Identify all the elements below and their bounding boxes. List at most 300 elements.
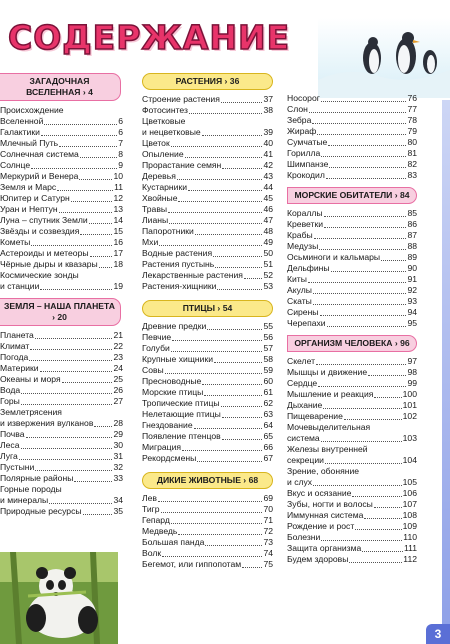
toc-entry-page: 44 [263, 182, 273, 192]
toc-entry[interactable] [0, 248, 123, 259]
toc-entry-label: Солнечная система [0, 149, 79, 159]
toc-entry-page: 38 [263, 105, 273, 115]
toc-entry-label: Появление птенцов [142, 431, 221, 441]
toc-entry[interactable] [287, 126, 417, 137]
toc-entry-label: Голуби [142, 343, 170, 353]
toc-entry[interactable] [0, 473, 123, 484]
toc-entry-label: Большая панда [142, 537, 205, 547]
toc-entry[interactable] [142, 105, 273, 116]
toc-entry-page: 17 [113, 248, 123, 258]
page-edge-band [442, 100, 450, 624]
toc-entry-label: Горные породы [0, 484, 62, 494]
toc-entry-label: Папоротники [142, 226, 194, 236]
dot-leader [35, 470, 112, 471]
toc-entry-page: 9 [118, 160, 123, 170]
toc-entry-label: Шимпанзе [287, 159, 329, 169]
toc-entry[interactable] [287, 411, 417, 422]
toc-entry[interactable] [142, 493, 273, 504]
toc-entry[interactable] [0, 204, 123, 215]
toc-entry-page: 89 [407, 252, 417, 262]
toc-entry-label: Уран и Нептун [0, 204, 58, 214]
toc-entry-page: 40 [263, 138, 273, 148]
section-header-human[interactable]: ОРГАНИЗМ ЧЕЛОВЕКА › 96 [287, 335, 417, 352]
toc-entry-label: Космические зонды [0, 270, 79, 280]
toc-entry[interactable] [0, 451, 123, 462]
toc-entry-label: Дыхание [287, 400, 323, 410]
toc-entry[interactable] [287, 241, 417, 252]
toc-entry-page: 31 [113, 451, 123, 461]
toc-entry-label: Пустыни [0, 462, 35, 472]
toc-entry[interactable] [142, 171, 273, 182]
toc-entry-page: 49 [263, 237, 273, 247]
dot-leader [318, 386, 406, 387]
dot-leader [222, 168, 262, 169]
toc-entry[interactable] [142, 259, 273, 270]
dot-leader [362, 551, 403, 552]
toc-entry-label: Носорог [287, 93, 320, 103]
toc-entry[interactable] [0, 182, 123, 193]
toc-entry[interactable] [142, 160, 273, 171]
dot-leader [172, 340, 262, 341]
toc-entry-page: 27 [113, 396, 123, 406]
dot-leader [189, 113, 262, 114]
dot-leader [90, 256, 113, 257]
dot-leader [323, 408, 401, 409]
toc-entry[interactable] [142, 281, 273, 292]
toc-entry-page: 37 [263, 94, 273, 104]
toc-entry[interactable] [287, 307, 417, 318]
toc-entry[interactable] [142, 138, 273, 149]
section-title: РАСТЕНИЯ [175, 76, 223, 86]
toc-entry[interactable] [0, 440, 123, 451]
toc-entry-page: 106 [402, 488, 417, 498]
toc-entry-label: Морские птицы [142, 387, 204, 397]
toc-entry-page: 34 [113, 495, 123, 505]
toc-entry[interactable] [287, 521, 417, 532]
toc-entry-label: Будем здоровы [287, 554, 349, 564]
dot-leader [308, 282, 407, 283]
toc-entry[interactable] [0, 171, 123, 182]
toc-entry-label: Кометы [0, 237, 31, 247]
toc-entry-page: 103 [402, 433, 417, 443]
toc-entry-label: Растения-хищники [142, 281, 217, 291]
toc-entry[interactable] [142, 193, 273, 204]
dot-leader [221, 406, 263, 407]
toc-entry[interactable] [142, 420, 273, 431]
section-page: 36 [229, 76, 240, 86]
toc-entry[interactable] [142, 387, 273, 398]
toc-entry-label: Зрение, обоняние [287, 466, 360, 476]
toc-entry-label-cont: и слух [287, 477, 313, 487]
toc-entry[interactable] [0, 215, 123, 226]
toc-column-2 [142, 70, 273, 570]
dot-leader [352, 496, 401, 497]
toc-entry-label: Сумчатые [287, 137, 328, 147]
toc-entry-label: Сирены [287, 307, 319, 317]
dot-leader [99, 267, 113, 268]
toc-entry[interactable] [0, 341, 123, 352]
toc-entry[interactable] [287, 510, 417, 521]
toc-entry-page: 75 [263, 559, 273, 569]
toc-entry[interactable] [0, 330, 123, 341]
toc-entry[interactable] [0, 462, 123, 473]
toc-entry-page: 28 [113, 418, 123, 428]
dot-leader [57, 190, 113, 191]
toc-entry[interactable] [142, 204, 273, 215]
toc-entry-label: Болезни [287, 532, 321, 542]
toc-entry-label: Дельфины [287, 263, 330, 273]
dot-leader [177, 179, 263, 180]
dot-leader [159, 245, 262, 246]
section-title: ЗАГАДОЧНАЯ ВСЕЛЕННАЯ [26, 76, 90, 97]
dot-leader [40, 371, 113, 372]
toc-entry[interactable] [142, 398, 273, 409]
toc-entry-label-cont: и нецветковые [142, 127, 201, 137]
toc-entry[interactable] [287, 285, 417, 296]
toc-entry-label: Земля и Марс [0, 182, 57, 192]
dot-leader [162, 556, 262, 557]
toc-entry-label: Растения пустынь [142, 259, 215, 269]
toc-entry[interactable] [142, 431, 273, 442]
toc-entry-label: Водные растения [142, 248, 213, 258]
dot-leader [158, 501, 262, 502]
dot-leader [41, 135, 117, 136]
toc-entry[interactable] [287, 274, 417, 285]
toc-entry[interactable] [142, 343, 273, 354]
dot-leader [185, 157, 263, 158]
toc-column-3 [287, 93, 417, 565]
dot-leader [321, 441, 402, 442]
toc-entry-page: 97 [407, 356, 417, 366]
page-title: СОДЕРЖАНИЕ [8, 18, 291, 57]
toc-entry-label: Лекарственные растения [142, 270, 243, 280]
toc-entry[interactable] [0, 363, 123, 374]
toc-entry-label: Лев [142, 493, 157, 503]
toc-entry-label: Киты [287, 274, 307, 284]
toc-entry[interactable] [0, 160, 123, 171]
toc-entry[interactable] [142, 453, 273, 464]
dot-leader [321, 540, 402, 541]
toc-entry-label: Почва [0, 429, 25, 439]
toc-entry[interactable] [142, 376, 273, 387]
toc-entry[interactable] [287, 148, 417, 159]
dot-leader [221, 102, 263, 103]
toc-entry-label-cont: Вселенной [0, 116, 44, 126]
toc-entry[interactable] [287, 296, 417, 307]
toc-entry-page: 33 [113, 473, 123, 483]
toc-entry[interactable] [0, 105, 123, 127]
dot-leader [331, 271, 407, 272]
toc-entry-label: Железы внутренней [287, 444, 368, 454]
toc-entry-label-cont: и станции [0, 281, 40, 291]
toc-entry[interactable] [287, 263, 417, 274]
toc-entry[interactable] [287, 400, 417, 411]
toc-entry[interactable] [142, 226, 273, 237]
toc-entry-page: 43 [263, 171, 273, 181]
toc-entry-page: 86 [407, 219, 417, 229]
toc-entry-label-cont: секреции [287, 455, 324, 465]
toc-entry-page: 83 [407, 170, 417, 180]
toc-entry-page: 70 [263, 504, 273, 514]
toc-entry-page: 51 [263, 259, 273, 269]
toc-entry-page: 101 [402, 400, 417, 410]
toc-entry[interactable] [142, 365, 273, 376]
dot-leader [313, 293, 407, 294]
dot-leader [313, 485, 402, 486]
toc-entry[interactable] [0, 226, 123, 237]
section-header-universe[interactable]: ЗАГАДОЧНАЯ ВСЕЛЕННАЯ › 4 [0, 73, 121, 101]
toc-entry[interactable] [0, 396, 123, 407]
toc-entry-page: 85 [407, 208, 417, 218]
toc-entry-label: Нелетающие птицы [142, 409, 221, 419]
toc-entry-label: Древние предки [142, 321, 207, 331]
toc-entry[interactable] [287, 554, 417, 565]
toc-entry[interactable] [287, 252, 417, 263]
page-number: 3 [426, 624, 450, 644]
toc-entry[interactable] [287, 543, 417, 554]
dot-leader [217, 289, 262, 290]
dot-leader [202, 384, 262, 385]
toc-entry-label: Луна – спутник Земли [0, 215, 88, 225]
dot-leader [364, 518, 401, 519]
toc-entry-label: Медведь [142, 526, 178, 536]
section-page: 68 [248, 475, 259, 485]
toc-entry[interactable] [142, 321, 273, 332]
toc-entry[interactable] [287, 356, 417, 367]
toc-entry[interactable] [142, 94, 273, 105]
toc-entry[interactable] [142, 515, 273, 526]
toc-entry-label: Горилла [287, 148, 321, 158]
toc-entry-label: Бегемот, или гиппопотам [142, 559, 242, 569]
toc-entry-page: 66 [263, 442, 273, 452]
toc-entry-page: 26 [113, 385, 123, 395]
dot-leader [59, 146, 117, 147]
toc-entry[interactable] [142, 559, 273, 570]
toc-entry[interactable] [287, 115, 417, 126]
section-title: ПТИЦЫ [182, 303, 216, 313]
toc-entry[interactable] [287, 466, 417, 488]
dot-leader [31, 168, 117, 169]
toc-entry-page: 67 [263, 453, 273, 463]
dot-leader [215, 267, 262, 268]
toc-entry-label: Вода [0, 385, 21, 395]
toc-entry[interactable] [287, 488, 417, 499]
dot-leader [321, 156, 406, 157]
toc-entry-page: 39 [263, 127, 273, 137]
toc-entry[interactable] [142, 116, 273, 138]
toc-entry[interactable] [0, 429, 123, 440]
dot-leader [202, 135, 263, 136]
toc-entry-label: Мхи [142, 237, 159, 247]
toc-list-birds [142, 321, 273, 464]
toc-entry[interactable] [142, 332, 273, 343]
dot-leader [207, 329, 262, 330]
toc-entry-page: 52 [263, 270, 273, 280]
dot-leader [40, 289, 112, 290]
dot-leader [324, 216, 407, 217]
toc-entry-label: Солнце [0, 160, 31, 170]
toc-entry-page: 10 [113, 171, 123, 181]
dot-leader [71, 201, 113, 202]
toc-entry[interactable] [287, 422, 417, 444]
toc-entry[interactable] [142, 354, 273, 365]
toc-entry[interactable] [287, 170, 417, 181]
toc-entry-page: 16 [113, 237, 123, 247]
toc-entry-page: 7 [118, 138, 123, 148]
toc-entry-page: 93 [407, 296, 417, 306]
toc-entry[interactable] [287, 532, 417, 543]
toc-entry[interactable] [142, 504, 273, 515]
dot-leader [188, 190, 262, 191]
toc-entry[interactable] [0, 484, 123, 506]
toc-entry-label: Погода [0, 352, 29, 362]
toc-entry-label: Деревья [142, 171, 176, 181]
toc-entry[interactable] [287, 159, 417, 170]
toc-list-sea [287, 208, 417, 329]
toc-entry[interactable] [287, 367, 417, 378]
toc-entry[interactable] [287, 389, 417, 400]
toc-entry-page: 107 [402, 499, 417, 509]
toc-entry[interactable] [142, 248, 273, 259]
toc-entry[interactable] [0, 149, 123, 160]
section-page: 84 [399, 190, 410, 200]
toc-entry-page: 25 [113, 374, 123, 384]
toc-entry[interactable] [287, 219, 417, 230]
toc-entry[interactable] [287, 137, 417, 148]
toc-entry[interactable] [142, 442, 273, 453]
dot-leader [59, 212, 113, 213]
toc-entry[interactable] [142, 526, 273, 537]
section-header-plants[interactable]: РАСТЕНИЯ › 36 [142, 73, 273, 90]
toc-entry[interactable] [287, 208, 417, 219]
toc-list-universe [0, 105, 123, 292]
toc-entry[interactable] [0, 407, 123, 429]
toc-entry[interactable] [0, 193, 123, 204]
dot-leader [171, 523, 263, 524]
toc-entry[interactable] [0, 127, 123, 138]
toc-entry-label: Гнездование [142, 420, 193, 430]
section-header-birds[interactable]: ПТИЦЫ › 54 [142, 300, 273, 317]
toc-entry-page: 111 [403, 543, 417, 553]
toc-entry[interactable] [0, 374, 123, 385]
dot-leader [169, 223, 262, 224]
toc-entry-page: 21 [113, 330, 123, 340]
toc-entry-page: 64 [263, 420, 273, 430]
toc-entry-page: 24 [113, 363, 123, 373]
section-header-earth[interactable]: ЗЕМЛЯ – НАША ПЛАНЕТА › 20 [0, 298, 121, 326]
toc-entry-page: 50 [263, 248, 273, 258]
toc-entry-label: Строение растения [142, 94, 220, 104]
toc-entry[interactable] [142, 215, 273, 226]
toc-entry-page: 42 [263, 160, 273, 170]
toc-entry-label: Лианы [142, 215, 169, 225]
toc-entry[interactable] [287, 230, 417, 241]
toc-entry-page: 11 [114, 182, 123, 192]
toc-entry-page: 8 [118, 149, 123, 159]
toc-entry-page: 32 [113, 462, 123, 472]
toc-entry-label: Осьминоги и кальмары [287, 252, 381, 262]
toc-list-plants [142, 94, 273, 292]
toc-entry-page: 91 [407, 274, 417, 284]
toc-entry[interactable] [287, 444, 417, 466]
toc-list-earth [0, 330, 123, 517]
toc-entry[interactable] [142, 548, 273, 559]
toc-entry-page: 87 [407, 230, 417, 240]
toc-entry[interactable] [0, 506, 123, 517]
dot-leader [182, 450, 262, 451]
toc-entry-label: Звёзды и созвездия [0, 226, 80, 236]
toc-entry-page: 62 [263, 398, 273, 408]
toc-entry-page: 109 [402, 521, 417, 531]
toc-entry[interactable] [142, 270, 273, 281]
toc-entry[interactable] [142, 537, 273, 548]
toc-entry-page: 112 [403, 554, 417, 564]
dot-leader [194, 428, 263, 429]
dot-leader [21, 404, 113, 405]
toc-entry-page: 80 [407, 137, 417, 147]
dot-leader [195, 234, 263, 235]
toc-entry[interactable] [0, 138, 123, 149]
toc-entry-page: 71 [263, 515, 273, 525]
dot-leader [324, 227, 406, 228]
toc-entry-page: 46 [263, 204, 273, 214]
toc-entry-page: 88 [407, 241, 417, 251]
panda-illustration [0, 552, 118, 644]
toc-entry[interactable] [142, 149, 273, 160]
dot-leader [171, 146, 263, 147]
dot-leader [21, 393, 112, 394]
toc-entry[interactable] [0, 385, 123, 396]
toc-entry[interactable] [142, 237, 273, 248]
toc-entry[interactable] [142, 182, 273, 193]
toc-entry-label: Прорастание семян [142, 160, 222, 170]
toc-entry-label: Травы [142, 204, 168, 214]
toc-entry-label: Горы [0, 396, 20, 406]
toc-entry-label: Происхождение [0, 105, 64, 115]
toc-entry[interactable] [0, 352, 123, 363]
dot-leader [168, 212, 262, 213]
toc-entry[interactable] [287, 499, 417, 510]
toc-entry[interactable] [0, 237, 123, 248]
toc-entry[interactable] [287, 318, 417, 329]
section-header-wild[interactable]: ДИКИЕ ЖИВОТНЫЕ › 68 [142, 472, 273, 489]
toc-entry[interactable] [287, 104, 417, 115]
toc-entry-page: 94 [407, 307, 417, 317]
toc-entry[interactable] [287, 378, 417, 389]
toc-entry[interactable] [142, 409, 273, 420]
toc-entry-page: 57 [263, 343, 273, 353]
section-header-sea[interactable]: МОРСКИЕ ОБИТАТЕЛИ › 84 [287, 187, 417, 204]
toc-entry[interactable] [0, 259, 123, 270]
toc-entry-label: Волк [142, 548, 162, 558]
toc-entry-label: Полярные районы [0, 473, 74, 483]
toc-entry-label: Тропические птицы [142, 398, 220, 408]
toc-entry-label: Землетрясения [0, 407, 62, 417]
dot-leader [381, 260, 406, 261]
toc-entry-page: 23 [113, 352, 123, 362]
dot-leader [244, 278, 263, 279]
toc-entry-label: Вкус и осязание [287, 488, 352, 498]
toc-entry[interactable] [0, 270, 123, 292]
toc-entry-label: Певчие [142, 332, 172, 342]
toc-entry[interactable] [287, 93, 417, 104]
section-title: ДИКИЕ ЖИВОТНЫЕ [156, 475, 241, 485]
toc-entry-label: Цветковые [142, 116, 186, 126]
toc-list-wild-continued [287, 93, 417, 181]
toc-entry-label: Галактики [0, 127, 40, 137]
toc-entry-label: Луга [0, 451, 18, 461]
section-page: 54 [222, 303, 233, 313]
